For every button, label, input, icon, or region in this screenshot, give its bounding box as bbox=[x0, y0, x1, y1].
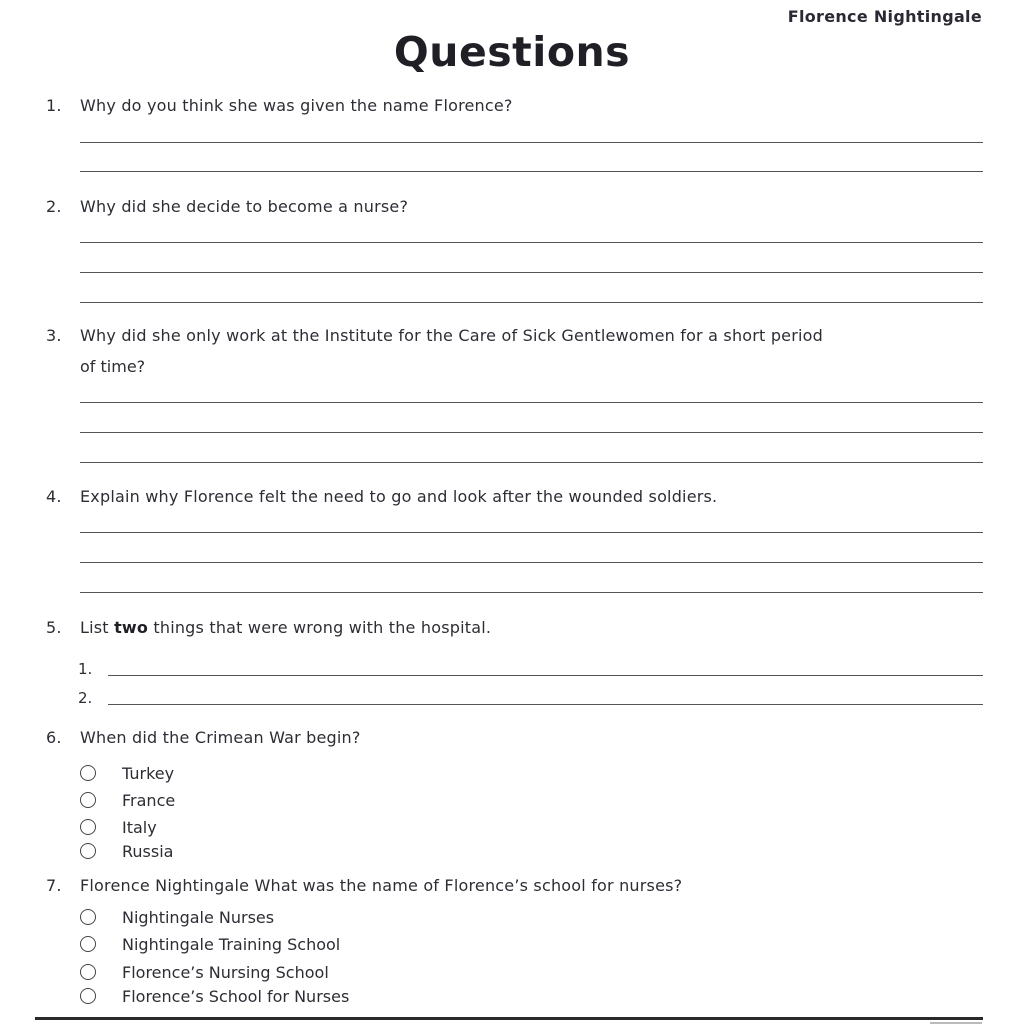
question-text: Why did she only work at the Institute for the Care of Sick Gentlewomen for a short period bbox=[80, 326, 823, 345]
answer-line[interactable] bbox=[80, 592, 983, 593]
question-number: 2. bbox=[46, 197, 62, 216]
answer-line[interactable] bbox=[80, 171, 983, 172]
question-number: 1. bbox=[46, 96, 62, 115]
option-turkey[interactable] bbox=[80, 763, 174, 783]
radio-button[interactable] bbox=[80, 964, 96, 980]
page-title: Questions bbox=[393, 28, 631, 76]
radio-button[interactable] bbox=[80, 936, 96, 952]
answer-line[interactable] bbox=[80, 242, 983, 243]
question-text: Why do you think she was given the name Florence? bbox=[80, 96, 513, 115]
option-label: Florence’s Nursing School bbox=[122, 962, 329, 982]
question-text: Explain why Florence felt the need to go and look after the wounded soldiers. bbox=[80, 487, 718, 506]
answer-line[interactable] bbox=[80, 432, 983, 433]
question-text: Florence Nightingale What was the name of Florence’s school for nurses? bbox=[80, 876, 683, 895]
emphasis-text: two bbox=[114, 618, 149, 637]
option-label: France bbox=[122, 790, 176, 810]
list-number: 1. bbox=[78, 660, 93, 678]
radio-button[interactable] bbox=[80, 843, 96, 859]
question-7 bbox=[46, 876, 986, 895]
option-label: Turkey bbox=[122, 763, 175, 783]
answer-line[interactable] bbox=[80, 562, 983, 563]
radio-button[interactable] bbox=[80, 909, 96, 925]
question-text-post: things that were wrong with the hospital. bbox=[148, 618, 492, 637]
answer-line[interactable] bbox=[80, 402, 983, 403]
option-label: Italy bbox=[122, 817, 157, 837]
question-number: 3. bbox=[46, 326, 62, 345]
question-text: Why did she decide to become a nurse? bbox=[80, 197, 409, 216]
question-text: When did the Crimean War begin? bbox=[80, 728, 361, 747]
answer-line[interactable] bbox=[108, 704, 983, 705]
list-number: 2. bbox=[78, 689, 93, 707]
option-label: Nightingale Nurses bbox=[122, 907, 275, 927]
option-russia[interactable] bbox=[80, 841, 173, 861]
question-number: 5. bbox=[46, 618, 62, 637]
question-6 bbox=[46, 728, 986, 747]
question-text-continued: of time? bbox=[80, 357, 146, 376]
answer-line[interactable] bbox=[80, 302, 983, 303]
footer-divider bbox=[35, 1017, 983, 1020]
radio-button[interactable] bbox=[80, 819, 96, 835]
option-nightingale-nurses[interactable] bbox=[80, 907, 274, 927]
question-1 bbox=[46, 96, 986, 115]
option-florences-nursing-school[interactable] bbox=[80, 962, 329, 982]
question-text-pre: List bbox=[80, 618, 115, 637]
option-label: Russia bbox=[122, 841, 174, 861]
question-4 bbox=[46, 487, 986, 506]
question-number: 7. bbox=[46, 876, 62, 895]
topic-label: Florence Nightingale bbox=[787, 7, 982, 26]
answer-line[interactable] bbox=[80, 142, 983, 143]
option-nightingale-training-school[interactable] bbox=[80, 934, 340, 954]
option-label: Florence’s School for Nurses bbox=[122, 986, 350, 1006]
answer-line[interactable] bbox=[80, 532, 983, 533]
question-3 bbox=[46, 326, 986, 345]
question-2 bbox=[46, 197, 986, 216]
radio-button[interactable] bbox=[80, 765, 96, 781]
answer-line[interactable] bbox=[80, 462, 983, 463]
question-number: 4. bbox=[46, 487, 62, 506]
option-label: Nightingale Training School bbox=[122, 934, 341, 954]
question-number: 6. bbox=[46, 728, 62, 747]
option-florences-school-for-nurses[interactable] bbox=[80, 986, 349, 1006]
answer-line[interactable] bbox=[108, 675, 983, 676]
question-text bbox=[80, 618, 491, 637]
question-5 bbox=[46, 618, 986, 637]
answer-line[interactable] bbox=[80, 272, 983, 273]
radio-button[interactable] bbox=[80, 988, 96, 1004]
radio-button[interactable] bbox=[80, 792, 96, 808]
option-france[interactable] bbox=[80, 790, 175, 810]
option-italy[interactable] bbox=[80, 817, 157, 837]
